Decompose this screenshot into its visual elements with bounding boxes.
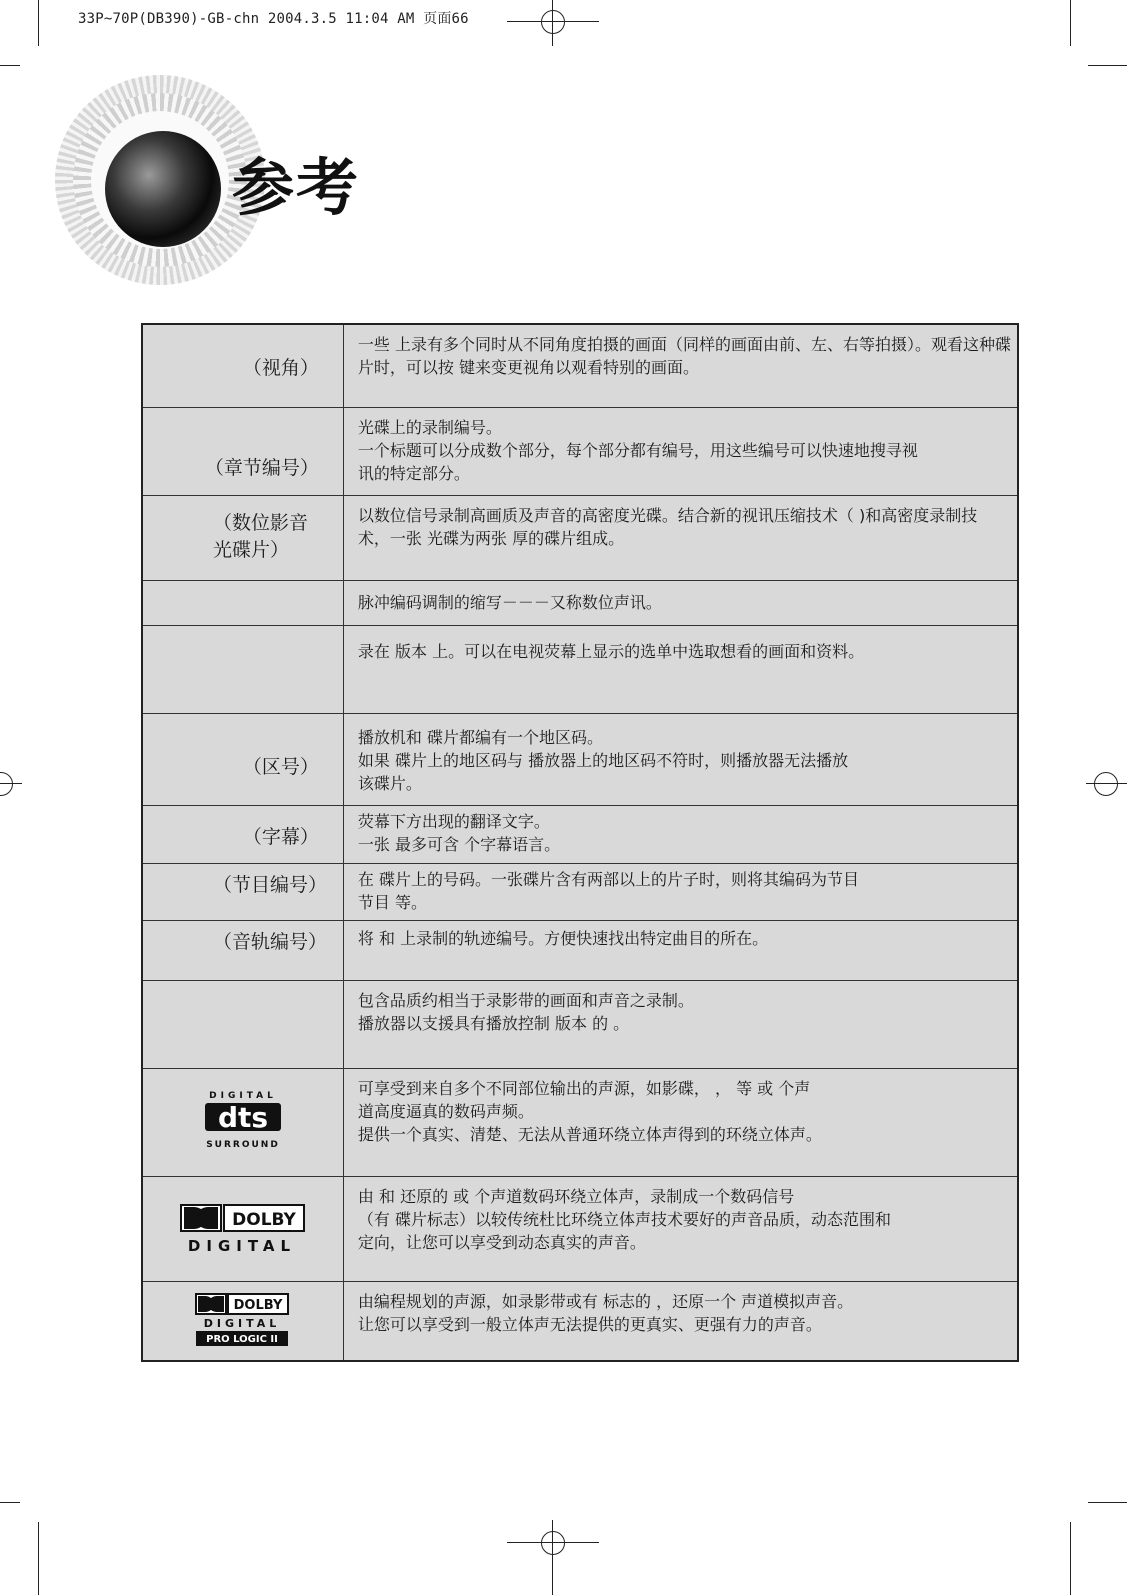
crop-mark bbox=[1088, 65, 1127, 66]
glossary-row bbox=[142, 980, 1018, 1068]
registration-mark bbox=[541, 10, 565, 34]
glossary-term: （区号） bbox=[142, 713, 343, 805]
glossary-term bbox=[142, 1281, 343, 1361]
dts-logo bbox=[143, 1069, 343, 1176]
glossary-term bbox=[142, 980, 343, 1068]
glossary-definition: 一些 上录有多个同时从不同角度拍摄的画面（同样的画面由前、左、右等拍摄）。观看这种碟 片时，可以按 键来变更视角以观看特别的画面。 bbox=[343, 324, 1018, 407]
crop-mark bbox=[0, 65, 20, 66]
glossary-row bbox=[142, 863, 1018, 920]
registration-mark bbox=[0, 783, 22, 784]
crop-mark bbox=[0, 1502, 20, 1503]
glossary-definition: 录在 版本 上。可以在电视荧幕上显示的选单中选取想看的画面和资料。 bbox=[343, 625, 1018, 713]
glossary-definition: 荧幕下方出现的翻译文字。 一张 最多可含 个字幕语言。 bbox=[343, 805, 1018, 863]
glossary-row bbox=[142, 1281, 1018, 1361]
dolby-digital-logo bbox=[143, 1177, 343, 1281]
glossary-row bbox=[142, 324, 1018, 407]
glossary-term: （字幕） bbox=[142, 805, 343, 863]
glossary-term: （音轨编号） bbox=[142, 920, 343, 980]
glossary-term: （数位影音光碟片） bbox=[142, 495, 343, 580]
glossary-term: （章节编号） bbox=[142, 407, 343, 495]
glossary-row bbox=[142, 920, 1018, 980]
registration-mark bbox=[552, 0, 553, 46]
glossary-row bbox=[142, 580, 1018, 625]
glossary-row bbox=[142, 495, 1018, 580]
glossary-term bbox=[142, 625, 343, 713]
dolby-brand-text: DOLBY bbox=[232, 1209, 296, 1230]
dolby-pl-sub-text: DIGITAL bbox=[203, 1316, 281, 1330]
glossary-definition: 由 和 还原的 或 个声道数码环绕立体声，录制成一个数码信号 （有 碟片标志）以较传统杜比环绕立体声技术要好的声音品质，动态范围和 定向，让您可以享受到动态真实的声音。 bbox=[343, 1176, 1018, 1281]
registration-mark bbox=[507, 21, 599, 22]
print-slug: 33P~70P(DB390)-GB-chn 2004.3.5 11:04 AM 页面66 bbox=[78, 11, 469, 27]
glossary-definition: 可享受到来自多个不同部位输出的声源，如影碟， ， 等 或 个声 道高度逼真的数码声频。 提供一个真实、清楚、无法从普通环绕立体声得到的环绕立体声。 bbox=[343, 1068, 1018, 1176]
registration-mark bbox=[1086, 783, 1127, 784]
registration-mark bbox=[0, 772, 13, 796]
glossary-definition: 将 和 上录制的轨迹编号。方便快速找出特定曲目的所在。 bbox=[343, 920, 1018, 980]
crop-mark bbox=[38, 1522, 39, 1595]
registration-mark bbox=[1094, 772, 1118, 796]
glossary-definition: 在 碟片上的号码。一张碟片含有两部以上的片子时，则将其编码为节目 节目 等。 bbox=[343, 863, 1018, 920]
crop-mark bbox=[38, 0, 39, 46]
crop-mark bbox=[1088, 1502, 1127, 1503]
glossary-row bbox=[142, 1068, 1018, 1176]
glossary-definition: 由编程规划的声源，如录影带或有 标志的 ，还原一个 声道模拟声音。 让您可以享受到一般立体声无法提供的更真实、更强有力的声音。 bbox=[343, 1281, 1018, 1361]
glossary-row bbox=[142, 805, 1018, 863]
glossary-definition: 包含品质约相当于录影带的画面和声音之录制。 播放器以支援具有播放控制 版本 的 。 bbox=[343, 980, 1018, 1068]
dts-bottom-text: SURROUND bbox=[206, 1140, 280, 1150]
glossary-definition: 脉冲编码调制的缩写－－－又称数位声讯。 bbox=[343, 580, 1018, 625]
dolby-sub-text: DIGITAL bbox=[187, 1236, 297, 1255]
glossary-table bbox=[141, 323, 1019, 1362]
dolby-pl-brand-text: DOLBY bbox=[233, 1297, 283, 1313]
glossary-term: （视角） bbox=[142, 324, 343, 407]
registration-mark bbox=[507, 1542, 599, 1543]
crop-mark bbox=[1070, 1522, 1071, 1595]
glossary-term bbox=[142, 1176, 343, 1281]
dolby-pro-logic-logo bbox=[143, 1282, 343, 1360]
dts-top-text: DIGITAL bbox=[209, 1091, 277, 1101]
glossary-row bbox=[142, 407, 1018, 495]
glossary-term: （节目编号） bbox=[142, 863, 343, 920]
glossary-definition: 以数位信号录制高画质及声音的高密度光碟。结合新的视讯压缩技术（ )和高密度录制技 术，一张 光碟为两张 厚的碟片组成。 bbox=[343, 495, 1018, 580]
glossary-definition: 播放机和 碟片都编有一个地区码。 如果 碟片上的地区码与 播放器上的地区码不符时，则播放器无法播放 该碟片。 bbox=[343, 713, 1018, 805]
glossary-term bbox=[142, 1068, 343, 1176]
registration-mark bbox=[541, 1531, 565, 1555]
glossary-definition: 光碟上的录制编号。 一个标题可以分成数个部分，每个部分都有编号，用这些编号可以快速地搜寻视 讯的特定部分。 bbox=[343, 407, 1018, 495]
glossary-row bbox=[142, 713, 1018, 805]
glossary-term bbox=[142, 580, 343, 625]
dts-mark-text: dts bbox=[217, 1101, 268, 1134]
crop-mark bbox=[1070, 0, 1071, 46]
page-title: 参考 bbox=[232, 151, 361, 224]
dolby-pl-badge-text: PRO LOGIC II bbox=[206, 1333, 278, 1345]
glossary-row bbox=[142, 1176, 1018, 1281]
registration-mark bbox=[552, 1520, 553, 1595]
glossary-row bbox=[142, 625, 1018, 713]
